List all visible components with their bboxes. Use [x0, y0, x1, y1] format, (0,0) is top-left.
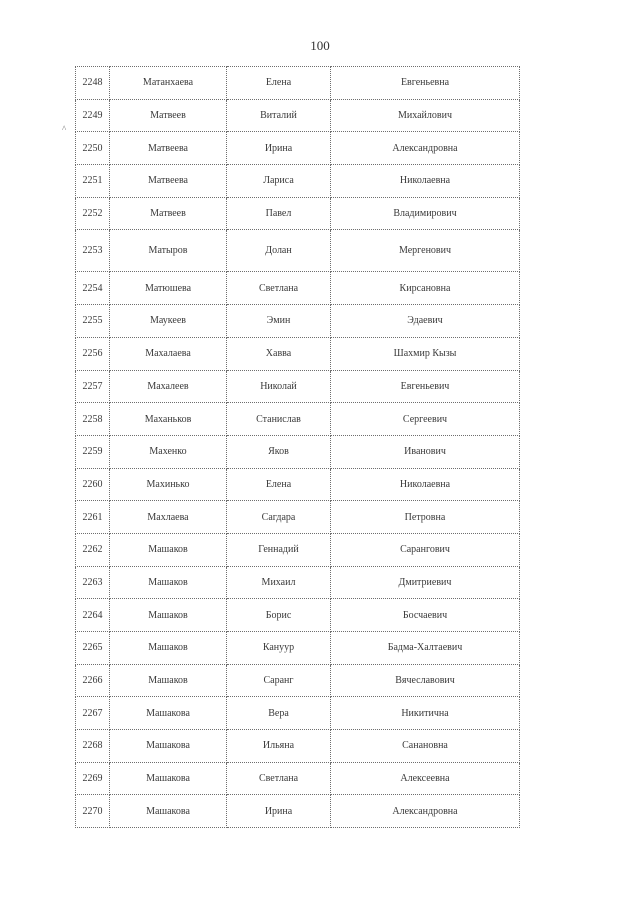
table-row	[76, 697, 520, 730]
last-name-cell: Матюшева	[110, 272, 227, 305]
first-name-cell: Хавва	[227, 337, 331, 370]
first-name-cell: Яков	[227, 435, 331, 468]
row-number-cell: 2259	[76, 435, 110, 468]
row-number-cell: 2250	[76, 132, 110, 165]
first-name-cell: Борис	[227, 599, 331, 632]
first-name-cell: Лариса	[227, 165, 331, 198]
last-name-cell: Машаков	[110, 533, 227, 566]
patronymic-cell: Евгеньевна	[331, 67, 520, 100]
row-number-cell: 2264	[76, 599, 110, 632]
patronymic-cell: Санановна	[331, 730, 520, 763]
row-number-cell: 2255	[76, 305, 110, 338]
last-name-cell: Матвеева	[110, 132, 227, 165]
last-name-cell: Матыров	[110, 230, 227, 272]
last-name-cell: Махалаева	[110, 337, 227, 370]
first-name-cell: Кануур	[227, 632, 331, 665]
row-number-cell: 2269	[76, 762, 110, 795]
patronymic-cell: Бадма-Халтаевич	[331, 632, 520, 665]
first-name-cell: Сагдара	[227, 501, 331, 534]
row-number-cell: 2258	[76, 403, 110, 436]
patronymic-cell: Дмитриевич	[331, 566, 520, 599]
last-name-cell: Машакова	[110, 795, 227, 828]
first-name-cell: Светлана	[227, 762, 331, 795]
page-number: 100	[310, 38, 330, 53]
last-name-cell: Маханьков	[110, 403, 227, 436]
first-name-cell: Долан	[227, 230, 331, 272]
last-name-cell: Матанхаева	[110, 67, 227, 100]
table-row	[76, 305, 520, 338]
table-row	[76, 435, 520, 468]
last-name-cell: Матвеев	[110, 99, 227, 132]
first-name-cell: Эмин	[227, 305, 331, 338]
table-row	[76, 762, 520, 795]
patronymic-cell: Босчаевич	[331, 599, 520, 632]
last-name-cell: Машакова	[110, 762, 227, 795]
table-row	[76, 730, 520, 763]
first-name-cell: Павел	[227, 197, 331, 230]
row-number-cell: 2254	[76, 272, 110, 305]
table-row	[76, 230, 520, 272]
table-row	[76, 403, 520, 436]
row-number-cell: 2256	[76, 337, 110, 370]
patronymic-cell: Шахмир Кызы	[331, 337, 520, 370]
first-name-cell: Вера	[227, 697, 331, 730]
first-name-cell: Михаил	[227, 566, 331, 599]
row-number-cell: 2249	[76, 99, 110, 132]
table-row	[76, 370, 520, 403]
patronymic-cell: Никитична	[331, 697, 520, 730]
row-number-cell: 2261	[76, 501, 110, 534]
table-row	[76, 67, 520, 100]
table-row	[76, 795, 520, 828]
patronymic-cell: Кирсановна	[331, 272, 520, 305]
patronymic-cell: Алексеевна	[331, 762, 520, 795]
table-row	[76, 165, 520, 198]
patronymic-cell: Николаевна	[331, 468, 520, 501]
table-row	[76, 501, 520, 534]
last-name-cell: Машакова	[110, 697, 227, 730]
registry-table	[75, 66, 520, 828]
row-number-cell: 2257	[76, 370, 110, 403]
first-name-cell: Ильяна	[227, 730, 331, 763]
row-number-cell: 2270	[76, 795, 110, 828]
first-name-cell: Светлана	[227, 272, 331, 305]
table-row	[76, 566, 520, 599]
last-name-cell: Машакова	[110, 730, 227, 763]
patronymic-cell: Александровна	[331, 795, 520, 828]
table-row	[76, 632, 520, 665]
patronymic-cell: Сергеевич	[331, 403, 520, 436]
row-number-cell: 2253	[76, 230, 110, 272]
first-name-cell: Елена	[227, 468, 331, 501]
last-name-cell: Махинько	[110, 468, 227, 501]
first-name-cell: Виталий	[227, 99, 331, 132]
table-row	[76, 132, 520, 165]
last-name-cell: Матвеев	[110, 197, 227, 230]
patronymic-cell: Иванович	[331, 435, 520, 468]
first-name-cell: Елена	[227, 67, 331, 100]
row-number-cell: 2267	[76, 697, 110, 730]
first-name-cell: Ирина	[227, 795, 331, 828]
row-number-cell: 2248	[76, 67, 110, 100]
patronymic-cell: Мергенович	[331, 230, 520, 272]
last-name-cell: Машаков	[110, 632, 227, 665]
patronymic-cell: Петровна	[331, 501, 520, 534]
patronymic-cell: Евгеньевич	[331, 370, 520, 403]
first-name-cell: Ирина	[227, 132, 331, 165]
last-name-cell: Машаков	[110, 599, 227, 632]
last-name-cell: Махалеев	[110, 370, 227, 403]
patronymic-cell: Александровна	[331, 132, 520, 165]
row-number-cell: 2268	[76, 730, 110, 763]
first-name-cell: Саранг	[227, 664, 331, 697]
row-number-cell: 2262	[76, 533, 110, 566]
last-name-cell: Машаков	[110, 566, 227, 599]
first-name-cell: Николай	[227, 370, 331, 403]
patronymic-cell: Сарангович	[331, 533, 520, 566]
first-name-cell: Станислав	[227, 403, 331, 436]
table-row	[76, 99, 520, 132]
stray-mark: ^	[62, 124, 67, 134]
row-number-cell: 2266	[76, 664, 110, 697]
first-name-cell: Геннадий	[227, 533, 331, 566]
last-name-cell: Матвеева	[110, 165, 227, 198]
patronymic-cell: Николаевна	[331, 165, 520, 198]
table-row	[76, 337, 520, 370]
last-name-cell: Махлаева	[110, 501, 227, 534]
last-name-cell: Маукеев	[110, 305, 227, 338]
table-row	[76, 533, 520, 566]
last-name-cell: Машаков	[110, 664, 227, 697]
table-row	[76, 664, 520, 697]
table-row	[76, 197, 520, 230]
row-number-cell: 2252	[76, 197, 110, 230]
registry-table-body	[76, 67, 520, 828]
patronymic-cell: Михайлович	[331, 99, 520, 132]
table-row	[76, 599, 520, 632]
last-name-cell: Махенко	[110, 435, 227, 468]
row-number-cell: 2251	[76, 165, 110, 198]
table-row	[76, 272, 520, 305]
patronymic-cell: Вячеславович	[331, 664, 520, 697]
patronymic-cell: Эдаевич	[331, 305, 520, 338]
row-number-cell: 2265	[76, 632, 110, 665]
row-number-cell: 2263	[76, 566, 110, 599]
table-row	[76, 468, 520, 501]
row-number-cell: 2260	[76, 468, 110, 501]
patronymic-cell: Владимирович	[331, 197, 520, 230]
